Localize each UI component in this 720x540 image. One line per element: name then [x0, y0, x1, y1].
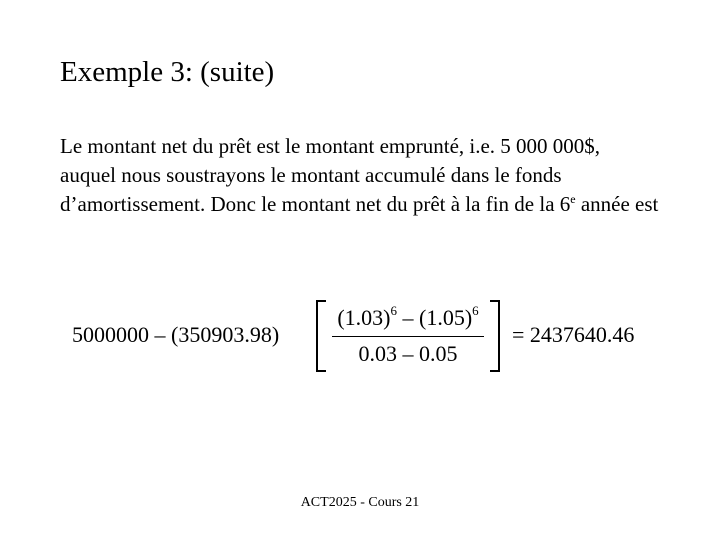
right-bracket [490, 300, 500, 372]
fraction [328, 300, 488, 372]
equation-rhs: = 2437640.46 [512, 322, 635, 347]
fraction-bar [332, 336, 484, 337]
left-bracket [316, 300, 326, 372]
numerator-operator: – [397, 305, 419, 330]
body-text: Le montant net du prêt est le montant emprunté, i.e. 5 000 000$, auquel nous soustrayons le montant accumulé dans le fonds d’amortissement. Donc le montant net du prêt à la fin de la 6 [60, 134, 601, 216]
numerator-term-b: (1.05) [419, 305, 473, 330]
ordinal-superscript: e [570, 192, 576, 206]
fraction-numerator [328, 304, 488, 332]
numerator-term-a: (1.03) [337, 305, 391, 330]
equation [72, 298, 672, 378]
slide-title: Exemple 3: (suite) [60, 56, 275, 88]
numerator-term-b-exponent: 6 [472, 303, 479, 318]
body-paragraph [60, 132, 660, 219]
slide-footer: ACT2025 - Cours 21 [300, 495, 420, 510]
numerator-term-a-exponent: 6 [390, 303, 397, 318]
equation-lhs: 5000000 – (350903.98) [72, 322, 280, 347]
fraction-denominator: 0.03 – 0.05 [358, 341, 458, 366]
body-text-end: année est [575, 192, 659, 216]
